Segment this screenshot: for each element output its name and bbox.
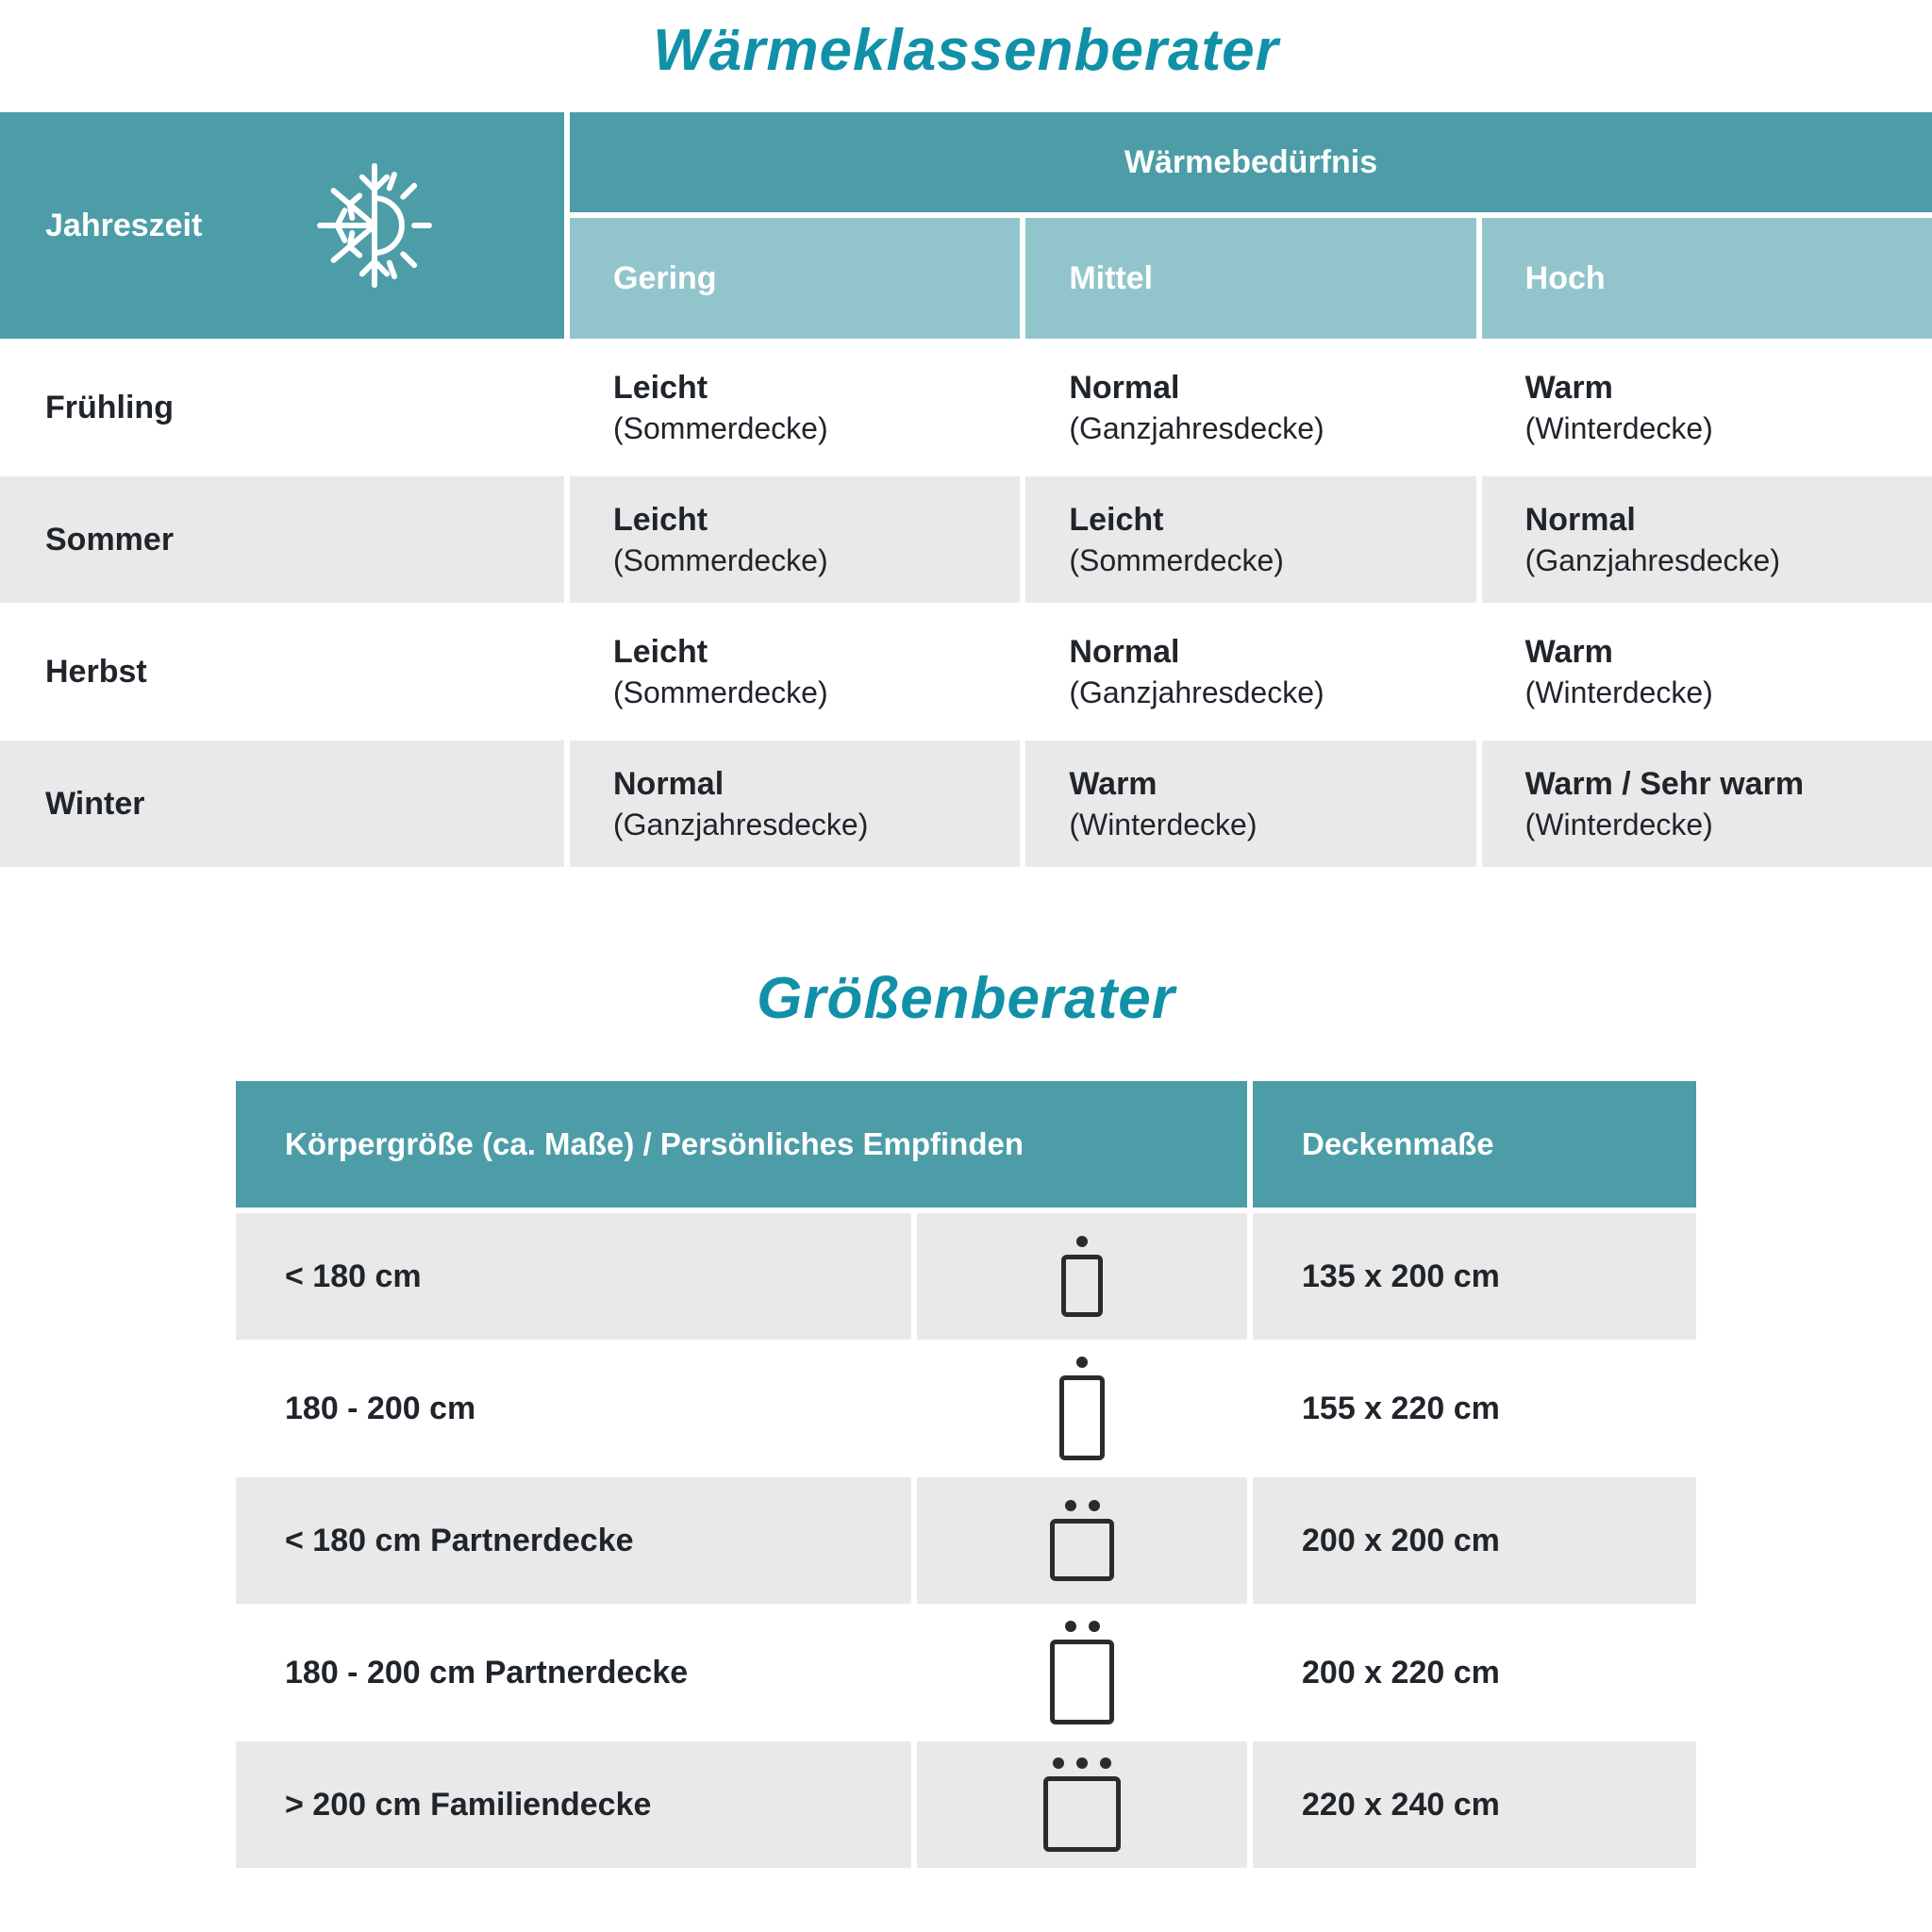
height-label: < 180 cm Partnerdecke [236,1477,911,1604]
warmth-cell [570,476,1020,603]
snowflake-sun-icon [300,151,449,300]
duvet-type: (Winterdecke) [1524,808,1713,841]
warmth-cell [1482,344,1932,471]
warmth-cell [1025,476,1475,603]
single-person-short-icon [1061,1236,1103,1317]
warmth-cell [570,344,1020,471]
two-person-tall-icon [1050,1621,1114,1724]
height-label: 180 - 200 cm Partnerdecke [236,1609,911,1736]
duvet-type: (Sommerdecke) [1069,543,1284,577]
warmth-value: Leicht [613,634,708,670]
height-label: > 200 cm Familiendecke [236,1741,911,1868]
icon-cell [917,1609,1247,1736]
warmth-cell [1025,344,1475,471]
warmth-cell [1482,476,1932,603]
warmth-value: Warm [1524,634,1613,670]
col-header-mittel: Mittel [1025,218,1475,339]
duvet-type: (Ganzjahresdecke) [1069,675,1324,709]
season-label-fruehling: Frühling [0,344,564,471]
season-axis-label: Jahreszeit [45,207,203,243]
duvet-type: (Winterdecke) [1524,411,1713,445]
warmth-cell [570,741,1020,867]
duvet-size-value: 135 x 200 cm [1253,1213,1696,1340]
col-header-gering: Gering [570,218,1020,339]
season-label-winter: Winter [0,741,564,867]
duvet-size-value: 200 x 200 cm [1253,1477,1696,1604]
icon-cell [917,1213,1247,1340]
season-label-herbst: Herbst [0,608,564,735]
season-label-sommer: Sommer [0,476,564,603]
warmth-value: Leicht [1069,502,1164,538]
icon-cell [917,1345,1247,1472]
warmth-value: Warm [1069,766,1158,802]
size-table [236,1081,1696,1868]
size-table-title: Größenberater [757,966,1175,1031]
body-height-column-header: Körpergröße (ca. Maße) / Persönliches Empfinden [236,1081,1247,1208]
duvet-size-value: 200 x 220 cm [1253,1609,1696,1736]
duvet-size-value: 155 x 220 cm [1253,1345,1696,1472]
height-label: < 180 cm [236,1213,911,1340]
warmth-table-title: Wärmeklassenberater [653,18,1279,83]
duvet-size-column-header: Deckenmaße [1253,1081,1696,1208]
warmth-table [0,112,1932,867]
warmth-value: Leicht [613,502,708,538]
warmth-cell [1025,741,1475,867]
icon-cell [917,1741,1247,1868]
warmth-cell [1025,608,1475,735]
warmth-value: Normal [1069,370,1180,406]
duvet-type: (Winterdecke) [1524,675,1713,709]
two-person-short-icon [1050,1500,1114,1581]
duvet-type: (Sommerdecke) [613,543,828,577]
duvet-type: (Sommerdecke) [613,675,828,709]
duvet-type: (Ganzjahresdecke) [1069,411,1324,445]
icon-cell [917,1477,1247,1604]
col-header-hoch: Hoch [1482,218,1932,339]
warmth-cell [1482,741,1932,867]
duvet-size-value: 220 x 240 cm [1253,1741,1696,1868]
warmth-value: Warm / Sehr warm [1524,766,1805,802]
duvet-type: (Winterdecke) [1069,808,1257,841]
duvet-type: (Ganzjahresdecke) [1524,543,1780,577]
warmth-cell [570,608,1020,735]
height-label: 180 - 200 cm [236,1345,911,1472]
warmth-value: Warm [1524,370,1613,406]
three-person-family-icon [1043,1757,1121,1852]
duvet-type: (Ganzjahresdecke) [613,808,869,841]
season-axis-header [0,112,564,339]
single-person-tall-icon [1059,1357,1105,1460]
warmth-value: Normal [1524,502,1636,538]
warmth-value: Normal [613,766,724,802]
warmth-value: Leicht [613,370,708,406]
warmth-value: Normal [1069,634,1180,670]
duvet-type: (Sommerdecke) [613,411,828,445]
warmth-need-group-header: Wärmebedürfnis [570,112,1932,212]
warmth-cell [1482,608,1932,735]
